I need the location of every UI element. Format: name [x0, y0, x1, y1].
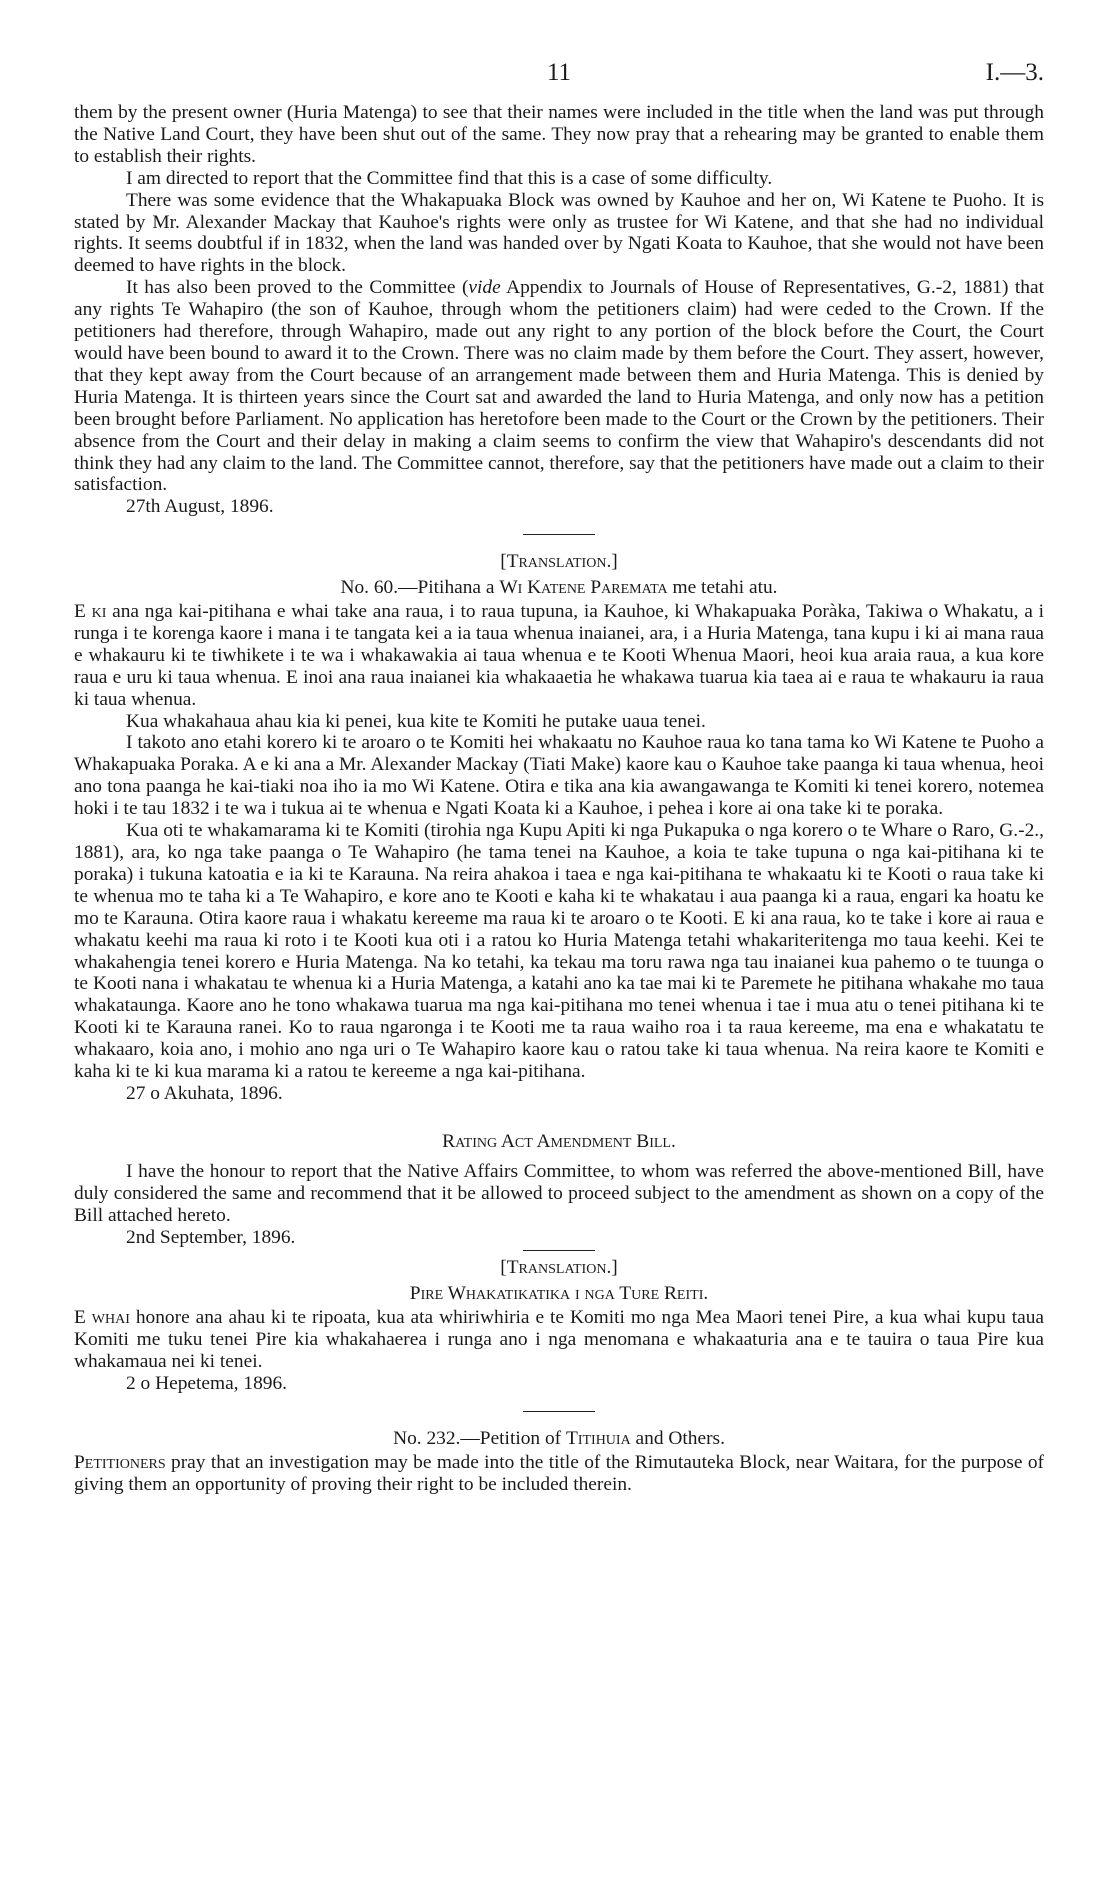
- section-divider: [523, 1411, 595, 1412]
- paragraph: [74, 1307, 1044, 1373]
- paper-series-number: I.—3.: [985, 59, 1044, 86]
- page-number: 11: [546, 59, 572, 86]
- committee-report-section: [74, 102, 1044, 518]
- paragraph: I takoto ano etahi korero ki te aroaro o te Komiti hei whakaatu no Kauhoe raua ko tana tama ko Wi Katene te Puoho a Whakapuaka Poraka. A e ki ana a Mr. Alexander Mackay (Tiati Make) kaore kau o Kauhoe take paanga ki taua whenua, heoi ano tona paanga he kai-tiaki noa iho ia mo Wi Katene. Otira e tika ana kia awangawanga te Komiti ki tenei korero, notemea hoki i te tau 1832 i te wa i tukua ai te whenua e Ngati Koata ki a Kauhoe, i pehea i kore ai ona take ki te poraka.: [74, 732, 1044, 820]
- translation-section: [74, 551, 1044, 1105]
- translation-section: [74, 1257, 1044, 1394]
- paragraph: I am directed to report that the Committee find that this is a case of some difficulty.: [126, 167, 773, 189]
- paragraph-text: honore ana ahau ki te ripoata, kua ata whiriwhiria e te Komiti mo nga Mea Maori tenei Pire, a kua whai kupu taua Komiti me tuku tenei Pire kia whakahaerea i runga ano i nga menomana e whakaaturia ana e te tauira o taua Pire kua whakamaua nei ki tenei.: [74, 1307, 1044, 1373]
- bill-title: Rating Act Amendment Bill.: [442, 1130, 676, 1152]
- paragraph-text: It has also been proved to the Committee (: [126, 277, 469, 299]
- section-divider: [523, 534, 595, 535]
- paragraph-text: Appendix to Journals of House of Representatives, G.-2, 1881) that any rights Te Wahapiro (the son of Kauhoe, through whom the petitioners claim) had were ceded to the Crown. If the petitioners had therefore, through Wahapiro, made out any right to any portion of the block before the Court, the Court would have been bound to award it to the Crown. There was no claim made by them before the Court. They assert, however, that they kept away from the Court because of an arrangement made between them and Huria Matenga. This is denied by Huria Matenga. It is thirteen years since the Court sat and awarded the land to Huria Matenga, and only now has a petition been brought before Parliament. No application has heretofore been made to the Court or the Crown by the petitioners. Their absence from the Court and their delay in making a claim seems to confirm the view that Wahapiro's descendants did not think they had any claim to the land. The Committee cannot, therefore, say that the petitioners have made out a claim to their satisfaction.: [74, 277, 1044, 496]
- section-divider: [523, 1250, 595, 1251]
- paragraph: [74, 1452, 1044, 1496]
- paragraph: them by the present owner (Huria Matenga) to see that their names were included in the title when the land was put through the Native Land Court, they have been shut out of the same. They now pray that a rehearing may be granted to enable them to establish their rights.: [74, 102, 1044, 167]
- paragraph: Kua whakahaua ahau kia ki penei, kua kite te Komiti he putake uaua tenei.: [126, 710, 706, 732]
- translation-label: [Translation.]: [500, 1257, 618, 1279]
- petitioner-name: Titihuia: [565, 1427, 631, 1449]
- title-prefix: No. 232.—Petition of: [393, 1427, 566, 1449]
- paragraph-text: ana nga kai-pitihana e whai take ana raua, i to raua tupuna, ia Kauhoe, ki Whakapuaka Poràka, Takiwa o Whakatu, a i runga i te korenga kaore i mana i te tangata kei a ia taua whenua inaianei, ara, i a Huria Matenga, tana kupu i ki ai mana raua e whakauru ki te tiwhikete i te wa i whakawakia ai taua whenua e te Kooti Whenua Maori, heoi kua araia raua, a kua kore raua e uru ki taua whenua. E inoi ana raua inaianei kia whakaaetia he whakawa tuarua kia taea ai e raua te whakauru ia raua ki taua whenua.: [74, 601, 1044, 710]
- paragraph: [74, 601, 1044, 711]
- report-date: 27th August, 1896.: [126, 496, 274, 518]
- translation-label: [Translation.]: [500, 551, 618, 573]
- paragraph: There was some evidence that the Whakapuaka Block was owned by Kauhoe and her on, Wi Katene te Puoho. It is stated by Mr. Alexander Mackay that Kauhoe's rights were only as trustee for Wi Katene, and that she had no individual rights. It seems doubtful if in 1832, when the land was handed over by Ngati Koata to Kauhoe, that she would not have been deemed to have rights in the block.: [74, 189, 1044, 277]
- paragraph-text: pray that an investigation may be made into the title of the Rimutauteka Block, near Waitara, for the purpose of giving them an opportunity of proving their right to be included therein.: [74, 1451, 1044, 1495]
- bill-report-section: [74, 1131, 1044, 1249]
- lead-words: E whai: [74, 1307, 130, 1329]
- paragraph: I have the honour to report that the Native Affairs Committee, to whom was referred the above-mentioned Bill, have duly considered the same and recommend that it be allowed to proceed subject to the amendment as shown on a copy of the Bill attached hereto.: [74, 1160, 1044, 1226]
- paragraph: Kua oti te whakamarama ki te Komiti (tirohia nga Kupu Apiti ki nga Pukapuka o nga korero o te Whare o Raro, G.-2., 1881), ara, ko nga take paanga o Te Wahapiro (he tama tenei na Kauhoe, a koia te take tupuna o nga kai-pitihana ki te poraka) i tukuna katoatia e ia ki te Karauna. Na reira ahakoa i taea e nga kai-pitihana te whakaatu ki te Kooti o raua take ki te whenua mo te taha ki a Te Wahapiro, e kore ano te Kooti e kaha ki te whakatau i aua paanga ki a raua, engari ka hoatu ke mo te Karauna. Otira kaore raua i whakatu kereeme ma raua ki te aroaro o te Kooti. E ki ana raua, ko te take i kore ai raua e whakatu keehi ma raua ki roto i te Kooti kua oti i a ratou ko Huria Matenga tetahi whakariteritenga mo taua keehi. Kei te whakahengia tenei korero e Huria Matenga. Na ko tetahi, ka tekau ma toru rawa nga tau inaianei kua pahemo o te tuunga o te Kooti nana i whakatau te whenua ki a Huria Matenga, a katahi ano ka tae mai ki te Paremete he pitihana whakahe mo taua whakataunga. Kaore ano he tono whakawa tuarua ma nga kai-pitihana mo tenei whenua i tae i mua atu o tenei pitihana ki te Kooti ki te Karauna ranei. Ko to raua ngaronga i te Kooti me ta raua waiho roa i ta raua kereeme, ma ena e whakatatu te whakaaro, koia ano, i mohio ano nga uri o Te Wahapiro kaore kau o ratou take ki taua whenua. Na reira kaore te Komiti e kaha ki te ki kua marama ki a ratou te kereeme a nga kai-pitihana.: [74, 820, 1044, 1083]
- report-date: 2nd September, 1896.: [126, 1226, 296, 1248]
- petitioner-name: Wi Katene Paremata: [499, 577, 668, 599]
- title-suffix: and Others.: [630, 1427, 725, 1449]
- title-prefix: No. 60.—Pitihana a: [340, 577, 500, 599]
- lead-words: E ki: [74, 601, 107, 623]
- bill-title: Pire Whakatikatika i nga Ture Reiti.: [409, 1283, 709, 1305]
- title-suffix: me tetahi atu.: [667, 577, 778, 599]
- petition-section: [74, 1428, 1044, 1496]
- petition-title: [74, 577, 1044, 599]
- paragraph: [74, 277, 1044, 496]
- report-date: 27 o Akuhata, 1896.: [126, 1082, 283, 1104]
- petition-title: [74, 1428, 1044, 1450]
- lead-words: Petitioners: [74, 1451, 166, 1473]
- report-date: 2 o Hepetema, 1896.: [126, 1372, 288, 1394]
- page-header: [74, 59, 1044, 102]
- vide-reference: vide: [468, 277, 501, 299]
